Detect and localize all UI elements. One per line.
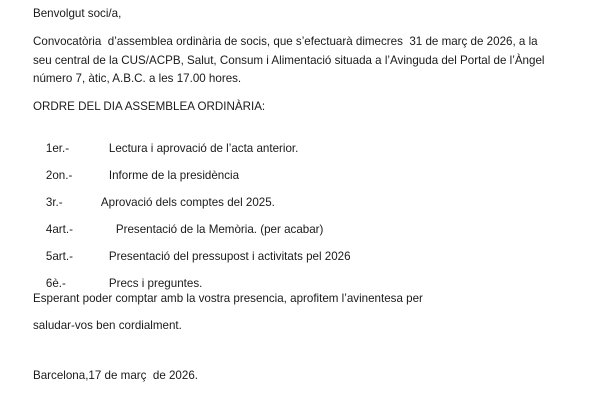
agenda-item-text: Presentació del pressupost i activitats pel 2026 — [108, 250, 351, 263]
agenda-item-number: 5art.- — [45, 250, 73, 263]
agenda-item-number: 1er.- — [45, 142, 70, 155]
agenda-item-text: Presentació de la Memòria. (per acabar) — [115, 223, 324, 236]
body-line-3: número 7, àtic, A.B.C. a les 17.00 hores. — [33, 72, 242, 85]
agenda-title: ORDRE DEL DIA ASSEMBLEA ORDINÀRIA: — [33, 100, 266, 113]
agenda-item-number: 2on.- — [45, 169, 73, 182]
greeting: Benvolgut soci/a, — [33, 7, 122, 20]
agenda-item-text: Lectura i aprovació de l’acta anterior. — [108, 142, 299, 155]
agenda-item-number: 3r.- — [45, 196, 63, 209]
agenda-item-text: Precs i preguntes. — [108, 277, 203, 290]
body-line-1: Convocatòria d’assemblea ordinària de socis, que s’efectuarà dimecres 31 de març de 2026, a la — [33, 35, 538, 48]
closing-line-2: saludar-vos ben cordialment. — [33, 319, 182, 332]
closing-line-1: Esperant poder comptar amb la vostra presencia, aprofitem l’avinentesa per — [33, 292, 423, 305]
date-line: Barcelona,17 de març de 2026. — [33, 369, 198, 382]
body-line-2: seu central de la CUS/ACPB, Salut, Consum i Alimentació situada a l’Avinguda del Portal de l’Àngel — [33, 54, 545, 67]
agenda-item-text: Aprovació dels comptes del 2025. — [100, 196, 275, 209]
agenda-item-text: Informe de la presidència — [108, 169, 240, 182]
agenda-item-number: 6è.- — [45, 277, 66, 290]
agenda-item-number: 4art.- — [45, 223, 73, 236]
